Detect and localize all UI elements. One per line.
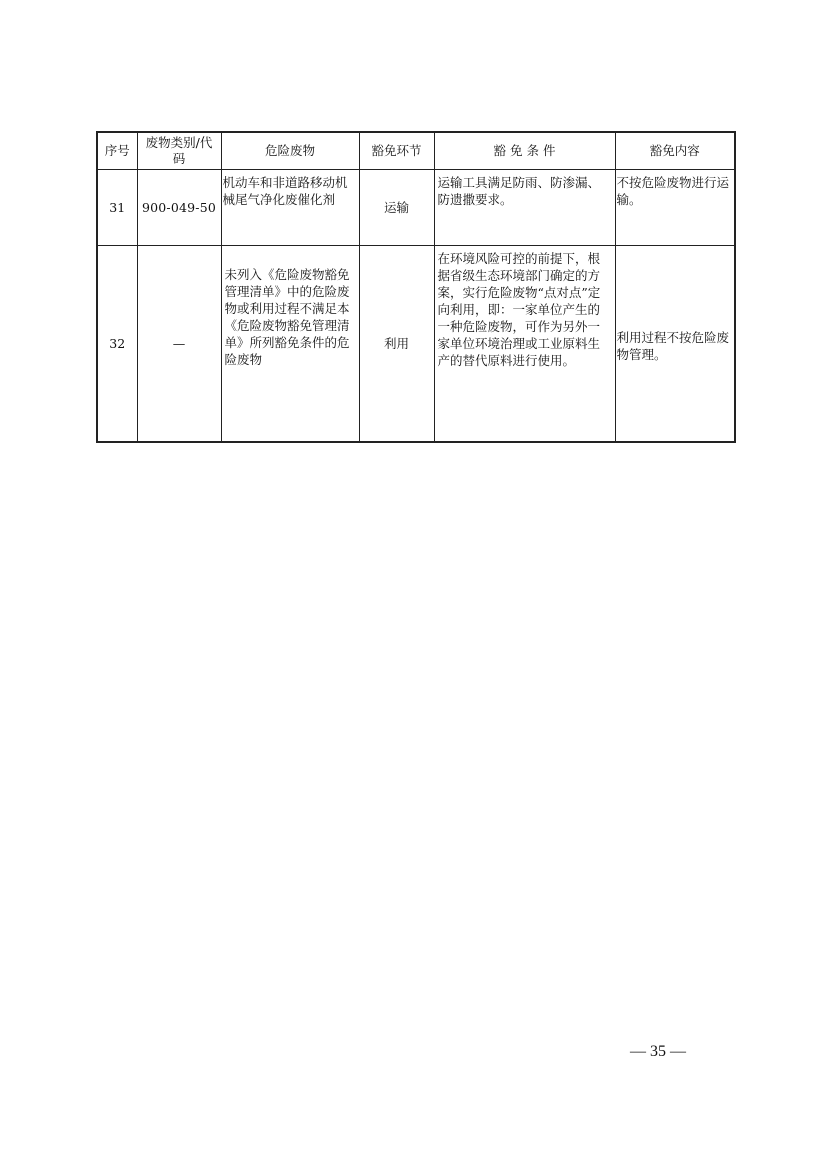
header-content: 豁免内容 bbox=[615, 132, 735, 170]
cell-waste: 未列入《危险废物豁免管理清单》中的危险废物或利用过程不满足本《危险废物豁免管理清单》所列豁免条件的危险废物 bbox=[221, 246, 359, 443]
cell-seq: 32 bbox=[97, 246, 137, 443]
cell-content: 不按危险废物进行运输。 bbox=[615, 170, 735, 246]
cell-code: — bbox=[137, 246, 221, 443]
cell-condition: 在环境风险可控的前提下，根据省级生态环境部门确定的方案，实行危险废物“点对点”定向利用，即：一家单位产生的一种危险废物，可作为另外一家单位环境治理或工业原料生产的替代原料进行使用。 bbox=[434, 246, 615, 443]
cell-content: 利用过程不按危险废物管理。 bbox=[615, 246, 735, 443]
page-number: — 35 — bbox=[630, 1043, 686, 1060]
header-waste: 危险废物 bbox=[221, 132, 359, 170]
header-condition: 豁 免 条 件 bbox=[434, 132, 615, 170]
table-header-row bbox=[97, 132, 735, 170]
header-category: 废物类别/代码 bbox=[137, 132, 221, 170]
header-stage: 豁免环节 bbox=[359, 132, 434, 170]
table-row bbox=[97, 170, 735, 246]
header-seq: 序号 bbox=[97, 132, 137, 170]
table-row bbox=[97, 246, 735, 443]
cell-condition: 运输工具满足防雨、防渗漏、防遗撒要求。 bbox=[434, 170, 615, 246]
exemption-table bbox=[96, 131, 736, 443]
cell-seq: 31 bbox=[97, 170, 137, 246]
cell-waste: 机动车和非道路移动机械尾气净化废催化剂 bbox=[221, 170, 359, 246]
cell-code: 900-049-50 bbox=[137, 170, 221, 246]
cell-stage: 利用 bbox=[359, 246, 434, 443]
cell-stage: 运输 bbox=[359, 170, 434, 246]
